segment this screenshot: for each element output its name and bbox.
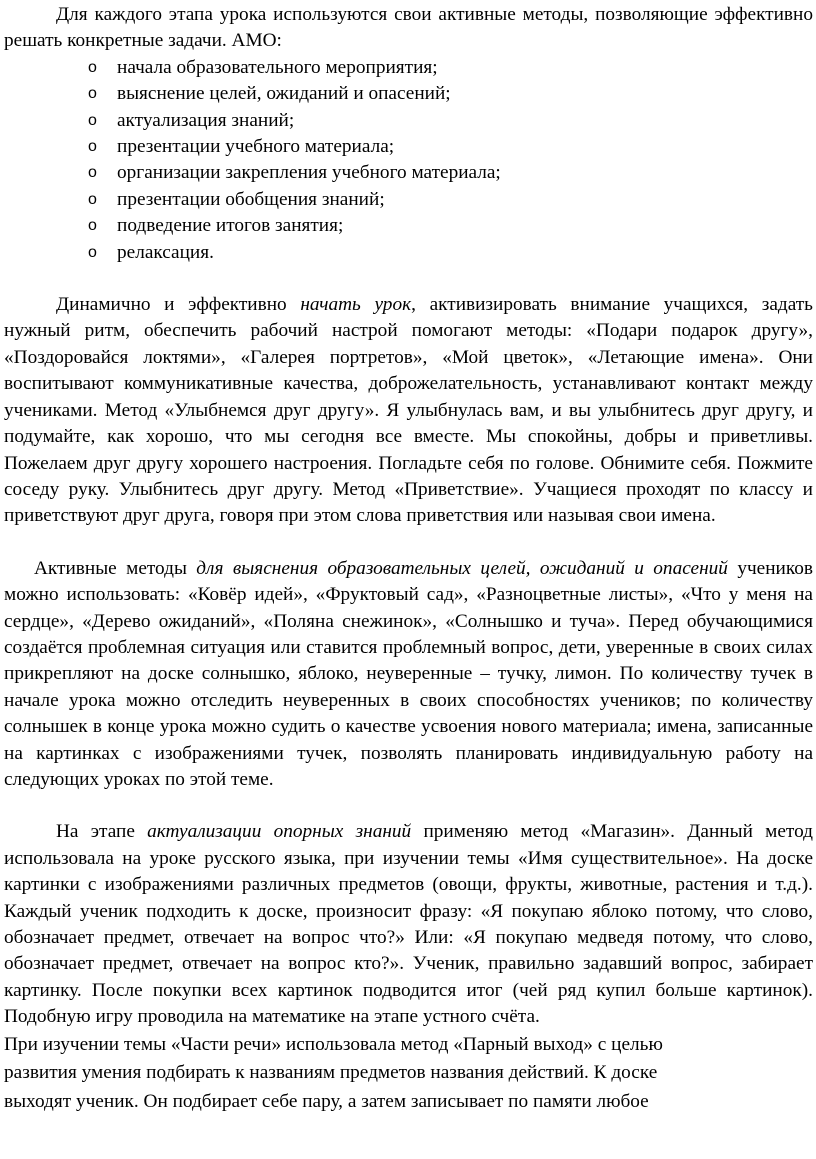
paragraph-spacer	[4, 266, 813, 292]
bullet-icon: o	[88, 111, 97, 129]
list-item: o презентации обобщения знаний;	[4, 187, 813, 213]
list-item: o начала образовательного мероприятия;	[4, 55, 813, 81]
list-item: o релаксация.	[4, 240, 813, 266]
paragraph-goals-methods: Активные методы для выяснения образовательных целей, ожиданий и опасений учеников можно использовать: «Ковёр идей», «Фруктовый сад», «Разноцветные листы», «Что у меня на сердце», «Дерево ожиданий», «Поляна снежинок», «Солнышко и туча». Перед обучающимися создаётся проблемная ситуация или ставится проблемный вопрос, дети, уверенные в своих силах прикрепляют на доске солнышко, яблоко, неуверенные – тучку, лимон. По количеству тучек в начале урока можно отследить неуверенных в своих способностях учеников; по количеству солнышек в конце урока можно судить о качестве усвоения нового материала; имена, записанные на картинках с изображениями тучек, позволять планировать индивидуальную работу на следующих уроках по этой теме.	[4, 557, 813, 790]
bullet-icon: o	[88, 138, 97, 156]
bullet-icon: o	[88, 217, 97, 235]
emphasis-text: начать урок	[300, 294, 412, 316]
bullet-icon: o	[88, 243, 97, 261]
list-item: o выяснение целей, ожиданий и опасений;	[4, 81, 813, 107]
paragraph-start-lesson: Динамично и эффективно начать урок, активизировать внимание учащихся, задать нужный ритм, обеспечить рабочий настрой помогают методы: «Подари подарок другу», «Поздоровайся локтями», «Галерея портретов», «Мой цветок», «Летающие имена». Они воспитывают коммуникативные качества, доброжелательность, устанавливают контакт между учениками. Метод «Улыбнемся друг другу». Я улыбнулась вам, и вы улыбнитесь друг другу, и подумайте, как хорошо, что мы сегодня все вместе. Мы спокойны, добры и приветливы. Пожелаем друг другу хорошего настроения. Погладьте себя по голове. Обнимите себя. Пожмите соседу руку. Улыбнитесь друг другу. Метод «Приветствие». Учащиеся проходят по классу и приветствуют друг друга, говоря при этом слова приветствия или называя свои имена.	[4, 294, 813, 527]
list-item: o организации закрепления учебного материала;	[4, 160, 813, 186]
emphasis-text: актуализации опорных знаний	[147, 821, 412, 843]
bullet-icon: o	[88, 190, 97, 208]
intro-paragraph: Для каждого этапа урока используются свои активные методы, позволяющие эффективно решать конкретные задачи. АМО:	[4, 4, 813, 52]
text-line: развития умения подбирать к названиям предметов названия действий. К доске	[4, 1062, 658, 1084]
text-line: выходят ученик. Он подбирает себе пару, а затем записывает по памяти любое	[4, 1090, 649, 1112]
text-line: При изучении темы «Части речи» использовала метод «Парный выход» с целью	[4, 1033, 663, 1055]
emphasis-text: для выяснения образовательных целей, ожиданий и опасений	[196, 557, 728, 579]
bullet-icon: o	[88, 85, 97, 103]
bullet-icon: o	[88, 164, 97, 182]
list-item: o презентации учебного материала;	[4, 134, 813, 160]
paragraph-spacer	[4, 793, 813, 819]
bullet-icon: o	[88, 58, 97, 76]
list-item: o актуализация знаний;	[4, 108, 813, 134]
paragraph-parts-of-speech	[4, 1031, 813, 1117]
paragraph-knowledge-actualization: На этапе актуализации опорных знаний применяю метод «Магазин». Данный метод использовала на уроке русского языка, при изучении темы «Имя существительное». На доске картинки с изображениями различных предметов (овощи, фрукты, животные, растения и т.д.). Каждый ученик подходить к доске, произносит фразу: «Я покупаю яблоко потому, что слово, обозначает предмет, отвечает на вопрос что?» Или: «Я покупаю медведя потому, что слово, обозначает предмет, отвечает на вопрос кто?». Ученик, правильно задавший вопрос, забирает картинку. После покупки всех картинок подводится итог (чей ряд купил больше картинок). Подобную игру проводила на математике на этапе устного счёта.	[4, 821, 813, 1028]
amo-stage-list	[4, 55, 813, 266]
paragraph-spacer	[4, 530, 813, 556]
list-item: o подведение итогов занятия;	[4, 213, 813, 239]
